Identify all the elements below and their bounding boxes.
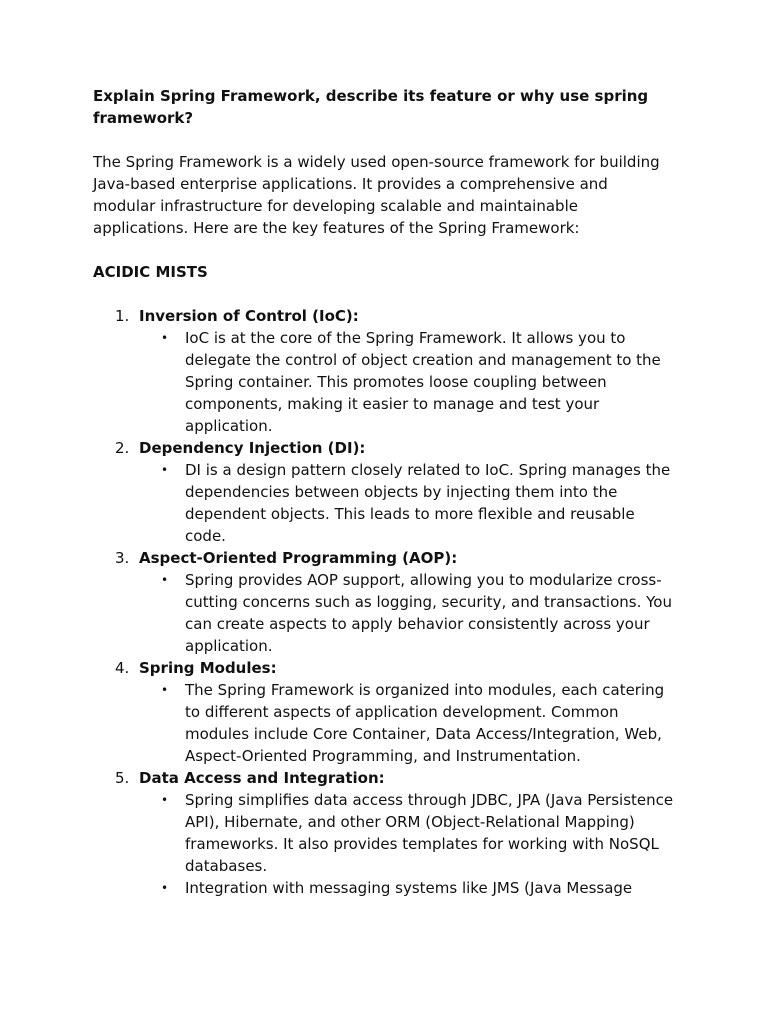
feature-point-text: DI is a design pattern closely related to IoC. Spring manages the dependencies between objects by injecting them into the dependent objects. This leads to more flexible and reusable code. — [185, 461, 671, 545]
bullet-icon: • — [161, 463, 169, 477]
feature-item — [93, 767, 683, 899]
feature-point-text: Integration with messaging systems like JMS (Java Message — [185, 879, 633, 897]
feature-title: Inversion of Control (IoC): — [139, 307, 359, 325]
feature-title: Data Access and Integration: — [139, 769, 385, 787]
feature-number: 5. — [115, 769, 130, 787]
bullet-icon: • — [161, 793, 169, 807]
feature-number: 3. — [115, 549, 130, 567]
feature-point — [139, 877, 675, 899]
feature-points — [139, 327, 683, 437]
bullet-icon: • — [161, 881, 169, 895]
feature-point — [139, 679, 675, 767]
feature-point-text: Spring simplifies data access through JDBC, JPA (Java Persistence API), Hibernate, and other ORM (Object-Relational Mapping) frameworks. It also provides templates for working with NoSQL databases. — [185, 791, 674, 875]
feature-number: 2. — [115, 439, 130, 457]
feature-point — [139, 789, 675, 877]
feature-number: 4. — [115, 659, 130, 677]
bullet-icon: • — [161, 331, 169, 345]
feature-title: Aspect-Oriented Programming (AOP): — [139, 549, 458, 567]
feature-title: Dependency Injection (DI): — [139, 439, 366, 457]
feature-points — [139, 569, 683, 657]
section-heading: ACIDIC MISTS — [93, 263, 208, 281]
feature-points — [139, 459, 683, 547]
feature-points — [139, 789, 683, 899]
feature-title: Spring Modules: — [139, 659, 277, 677]
document-page — [93, 85, 683, 899]
feature-item — [93, 547, 683, 657]
feature-item — [93, 657, 683, 767]
feature-point-text: IoC is at the core of the Spring Framework. It allows you to delegate the control of object creation and management to the Spring container. This promotes loose coupling between components, making it easier to manage and test your application. — [185, 329, 661, 435]
feature-point — [139, 459, 675, 547]
intro-paragraph: The Spring Framework is a widely used open-source framework for building Java-based enterprise applications. It provides a comprehensive and modular infrastructure for developing scalable and maintainable applications. Here are the key features of the Spring Framework: — [93, 153, 660, 237]
feature-point — [139, 327, 675, 437]
feature-list — [93, 305, 683, 899]
feature-item — [93, 305, 683, 437]
feature-point-text: The Spring Framework is organized into modules, each catering to different aspects of application development. Common modules include Core Container, Data Access/Integration, Web, Aspect-Oriented Programming, and Instrumentation. — [185, 681, 665, 765]
feature-item — [93, 437, 683, 547]
bullet-icon: • — [161, 683, 169, 697]
feature-point — [139, 569, 675, 657]
document-title: Explain Spring Framework, describe its feature or why use spring framework? — [93, 87, 649, 127]
feature-number: 1. — [115, 307, 130, 325]
feature-point-text: Spring provides AOP support, allowing you to modularize cross-cutting concerns such as logging, security, and transactions. You can create aspects to apply behavior consistently across your application. — [185, 571, 672, 655]
bullet-icon: • — [161, 573, 169, 587]
feature-points — [139, 679, 683, 767]
